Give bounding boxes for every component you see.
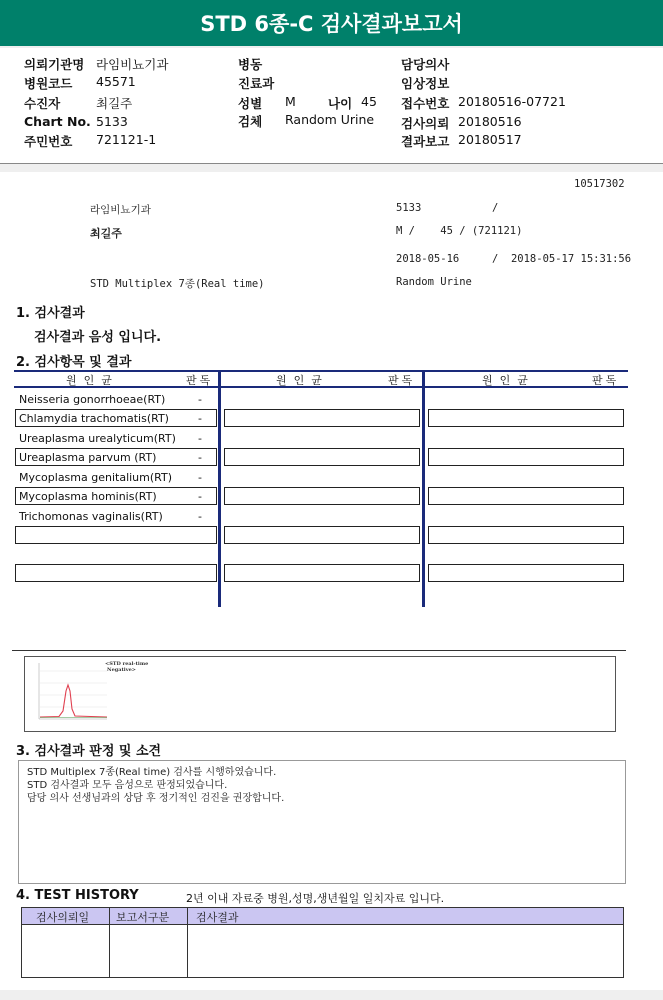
id-value: 721121-1 [96,132,157,147]
id-label: 주민번호 [24,134,73,149]
chart-separator [12,650,626,651]
col-header-1: 원인균 [66,374,119,387]
organism-result: - [198,490,202,503]
request-value: 20180516 [458,114,522,129]
report-body [0,172,663,990]
opinion-line: STD 검사결과 모두 음성으로 판정되었습니다. [27,780,228,791]
sex-label: 성별 [238,96,263,111]
organism-name: Mycoplasma hominis(RT) [19,490,157,503]
row-box [428,526,624,544]
organism-result: - [198,510,202,523]
chart-slash: / [492,202,499,214]
organism-result: - [198,412,202,425]
row-box [224,448,420,466]
row-box [15,526,217,544]
doctor-label: 담당의사 [401,57,450,72]
chart-thumb-title: <STD real-time [105,661,149,667]
date-received: 2018-05-16 [396,253,460,265]
test-name: STD Multiplex 7종(Real time) [90,278,265,290]
row-box [224,487,420,505]
section-1-title: 1. 검사결과 [16,306,85,321]
section-3-title: 3. 검사결과 판정 및 소견 [16,744,162,759]
row-box [224,526,420,544]
ward-label: 병동 [238,57,263,72]
row-box [428,409,624,427]
report-label: 결과보고 [401,134,450,149]
request-label: 검사의뢰 [401,116,450,131]
patient-label: 수진자 [24,96,61,111]
organism-name: Trichomonas vaginalis(RT) [19,510,163,523]
section-2-title: 2. 검사항목 및 결과 [16,355,132,370]
history-table [21,907,624,978]
ref-number: 10517302 [574,178,625,190]
patient-header [0,48,663,164]
table-divider-2 [422,370,425,607]
col-header-3: 원인균 [482,374,535,387]
history-divider [187,908,188,977]
realtime-curve-box [24,656,616,732]
row-box [428,448,624,466]
code-label: 병원코드 [24,76,73,91]
report-value: 20180517 [458,132,522,147]
col-header-2: 원인균 [276,374,329,387]
age-label: 나이 [328,96,353,111]
opinion-line: STD Multiplex 7종(Real time) 검사를 시행하였습니다. [27,767,277,778]
table-divider-1 [218,370,221,607]
clinical-label: 임상정보 [401,76,450,91]
row-box [224,564,420,582]
specimen-value: Random Urine [285,112,375,127]
chart-value: 5133 [96,114,128,129]
row-box [224,409,420,427]
history-col-request-date: 검사의뢰일 [36,911,90,924]
chart-label: Chart No. [24,114,91,129]
chart-thumb-subtitle: Negative> [107,667,136,673]
organism-name: Mycoplasma genitalium(RT) [19,471,173,484]
opinion-box [18,760,626,884]
organism-result: - [198,432,202,445]
history-note: 2년 이내 자료중 병원,성명,생년월일 일치자료 입니다. [186,892,445,905]
row-box [15,564,217,582]
amplification-curve-thumbnail [31,661,111,727]
organism-result: - [198,471,202,484]
code-value: 45571 [96,74,136,89]
row-box [428,564,624,582]
patient-value: 최길주 [96,96,133,111]
history-header-row [22,908,623,925]
opinion-line: 담당 의사 선생님과의 상담 후 정기적인 검진을 권장합니다. [27,793,285,804]
patient-name: 최길주 [90,227,122,240]
organism-result: - [198,451,202,464]
organism-result: - [198,393,202,406]
overall-result: 검사결과 음성 입니다. [34,330,162,345]
history-divider [109,908,110,977]
receipt-value: 20180516-07721 [458,94,566,109]
dept-label: 진료과 [238,76,275,91]
chart-number: 5133 [396,202,422,214]
report-title: STD 6종-C 검사결과보고서 [0,0,663,46]
judge-header-3: 판독 [592,374,620,387]
judge-header-1: 판독 [186,374,214,387]
organism-name: Ureaplasma parvum (RT) [19,451,157,464]
date-reported: / 2018-05-17 15:31:56 [492,253,632,265]
specimen-label: 검체 [238,114,263,129]
history-col-report-type: 보고서구분 [116,911,170,924]
organism-name: Ureaplasma urealyticum(RT) [19,432,176,445]
sex-value: M [285,94,296,109]
organism-name: Neisseria gonorrhoeae(RT) [19,393,166,406]
age-value: 45 [361,94,377,109]
section-4-title: 4. TEST HISTORY [16,888,139,903]
receipt-label: 접수번호 [401,96,450,111]
sex-age-id: M / 45 / (721121) [396,225,523,237]
judge-header-2: 판독 [388,374,416,387]
clinic-name: 라임비뇨기과 [90,204,151,216]
hospital-value: 라임비뇨기과 [96,57,169,72]
organism-name: Chlamydia trachomatis(RT) [19,412,169,425]
row-box [428,487,624,505]
history-col-result: 검사결과 [196,911,239,924]
hospital-label: 의뢰기관명 [24,57,85,72]
specimen-type: Random Urine [396,276,472,288]
